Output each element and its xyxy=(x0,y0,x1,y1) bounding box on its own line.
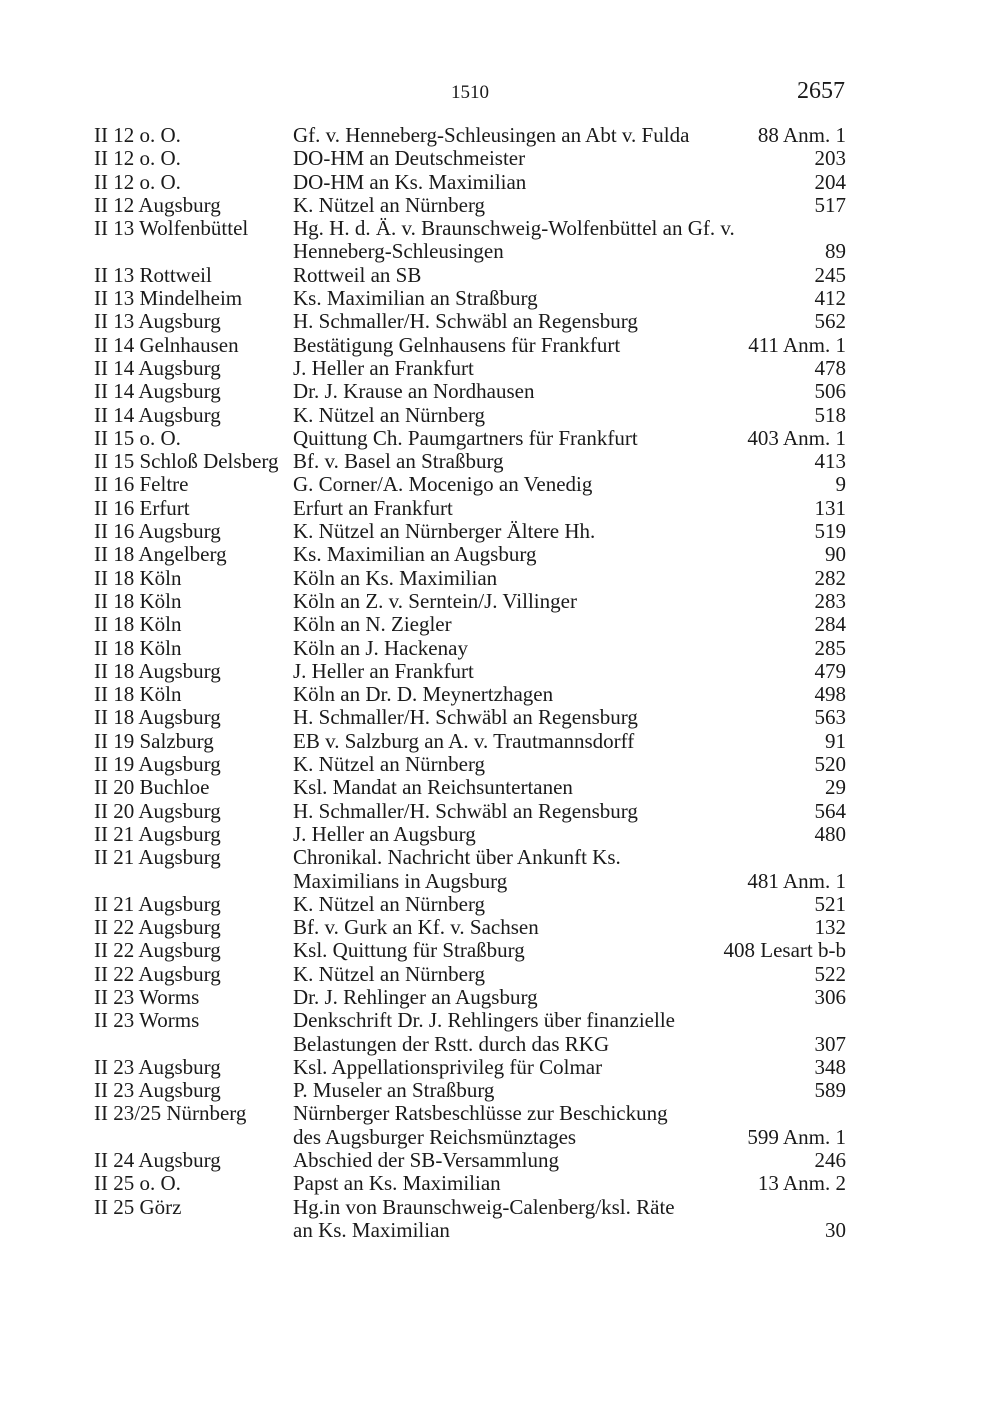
entry-reference-number: 285 xyxy=(814,635,846,660)
entry-description-line: J. Heller an Frankfurt xyxy=(293,355,474,380)
entry-description xyxy=(293,543,825,566)
entry-description-line: Köln an Z. v. Serntein/J. Villinger xyxy=(293,588,577,613)
entry-reference-number: 348 xyxy=(814,1054,846,1079)
entry-reference-number: 563 xyxy=(814,705,846,730)
entry-date-place: II 13 Mindelheim xyxy=(94,286,243,311)
register-entry xyxy=(94,1079,846,1102)
register-entry xyxy=(94,1196,846,1243)
entry-reference-number: 408 Lesart b-b xyxy=(723,938,846,963)
entry-date-place: II 25 Görz xyxy=(94,1194,182,1219)
register-entry xyxy=(94,613,846,636)
entry-date-place: II 13 Wolfenbüttel xyxy=(94,216,249,241)
entry-description xyxy=(293,846,747,893)
entry-date-place: II 16 Feltre xyxy=(94,472,189,497)
entry-reference-number: 520 xyxy=(814,752,846,777)
register-entry xyxy=(94,730,846,753)
entry-description-line: Ks. Maximilian an Straßburg xyxy=(293,286,538,311)
entry-reference-number: 89 xyxy=(825,239,846,264)
register-entry xyxy=(94,590,846,613)
entry-description xyxy=(293,217,825,264)
entry-date-place: II 20 Augsburg xyxy=(94,798,221,823)
entry-date-place: II 18 Köln xyxy=(94,682,182,707)
entry-reference-number: 562 xyxy=(814,309,846,334)
entry-description-line: Hg.in von Braunschweig-Calenberg/ksl. Räte xyxy=(293,1194,675,1219)
entry-reference-number: 307 xyxy=(814,1031,846,1056)
entry-reference-number: 90 xyxy=(825,542,846,567)
register-entry xyxy=(94,217,846,264)
entry-description xyxy=(293,706,815,729)
entry-date-place: II 12 o. O. xyxy=(94,169,181,194)
entry-description xyxy=(293,939,724,962)
entry-reference-number: 282 xyxy=(814,565,846,590)
entry-reference-number: 480 xyxy=(814,821,846,846)
register-entry xyxy=(94,753,846,776)
register-entry xyxy=(94,473,846,496)
entry-description xyxy=(293,287,815,310)
entry-description xyxy=(293,264,815,287)
entry-date-place: II 20 Buchloe xyxy=(94,775,210,800)
entry-description-line: Ksl. Mandat an Reichsuntertanen xyxy=(293,775,573,800)
register-entry xyxy=(94,1102,846,1149)
entry-reference-number: 522 xyxy=(814,961,846,986)
entry-description xyxy=(293,753,815,776)
register-entry xyxy=(94,776,846,799)
entry-description-line: Belastungen der Rstt. durch das RKG xyxy=(293,1031,610,1056)
entry-description xyxy=(293,520,815,543)
register-entry xyxy=(94,800,846,823)
entry-reference-number: 521 xyxy=(814,891,846,916)
entry-description xyxy=(293,1102,747,1149)
entry-description xyxy=(293,637,815,660)
register-entry xyxy=(94,171,846,194)
entry-description xyxy=(293,1196,825,1243)
entry-description xyxy=(293,776,825,799)
entry-description-line: Chronikal. Nachricht über Ankunft Ks. xyxy=(293,845,621,870)
entry-description-line: Ksl. Appellationsprivileg für Colmar xyxy=(293,1054,603,1079)
entry-description xyxy=(293,124,758,147)
entry-date-place: II 24 Augsburg xyxy=(94,1148,221,1173)
register-entry xyxy=(94,404,846,427)
register-entry xyxy=(94,823,846,846)
entry-description-line: Bf. v. Gurk an Kf. v. Sachsen xyxy=(293,915,539,940)
entry-description xyxy=(293,800,815,823)
entry-description-line: EB v. Salzburg an A. v. Trautmannsdorff xyxy=(293,728,635,753)
entry-date-place: II 15 o. O. xyxy=(94,425,181,450)
entry-description-line: K. Nützel an Nürnberg xyxy=(293,961,486,986)
entry-reference-number: 88 Anm. 1 xyxy=(757,123,846,147)
entry-reference-number: 30 xyxy=(825,1217,846,1242)
register-entry xyxy=(94,1056,846,1079)
entry-description-line: G. Corner/A. Mocenigo an Venedig xyxy=(293,472,593,497)
entry-date-place: II 23 Augsburg xyxy=(94,1078,221,1103)
register-entry xyxy=(94,706,846,729)
register-entry xyxy=(94,846,846,893)
entry-reference-number: 589 xyxy=(814,1078,846,1103)
entry-date-place: II 19 Salzburg xyxy=(94,728,214,753)
entry-reference-number: 518 xyxy=(814,402,846,427)
entry-reference-number: 132 xyxy=(814,915,846,940)
register-entry xyxy=(94,334,846,357)
entry-description xyxy=(293,357,815,380)
entry-description xyxy=(293,1149,815,1172)
entry-reference-number: 204 xyxy=(814,169,846,194)
entry-reference-number: 245 xyxy=(814,262,846,287)
entry-description xyxy=(293,473,836,496)
entry-reference-number: 29 xyxy=(825,775,846,800)
entry-date-place: II 18 Angelberg xyxy=(94,542,227,567)
entry-description-line: Denkschrift Dr. J. Rehlingers über finanzielle xyxy=(293,1008,675,1033)
entry-date-place: II 16 Erfurt xyxy=(94,495,190,520)
entry-reference-number: 403 Anm. 1 xyxy=(747,425,846,450)
register-entry xyxy=(94,986,846,1009)
entry-description xyxy=(293,404,815,427)
entry-date-place: II 14 Augsburg xyxy=(94,379,221,404)
entry-reference-number: 412 xyxy=(814,286,846,311)
register-entry xyxy=(94,1172,846,1195)
entry-description xyxy=(293,1009,815,1056)
entry-date-place: II 21 Augsburg xyxy=(94,845,221,870)
entry-description xyxy=(293,567,815,590)
entry-description-line: P. Museler an Straßburg xyxy=(293,1078,495,1103)
register-entry xyxy=(94,939,846,962)
entry-date-place: II 22 Augsburg xyxy=(94,961,221,986)
entry-description xyxy=(293,590,815,613)
entry-description xyxy=(293,147,815,170)
entry-date-place: II 21 Augsburg xyxy=(94,891,221,916)
entry-reference-number: 478 xyxy=(814,355,846,380)
entry-reference-number: 599 Anm. 1 xyxy=(747,1124,846,1149)
entry-description-line: Rottweil an SB xyxy=(293,262,422,287)
entry-description xyxy=(293,893,815,916)
entry-reference-number: 203 xyxy=(814,146,846,171)
register-entry xyxy=(94,287,846,310)
entry-date-place: II 18 Köln xyxy=(94,565,182,590)
entry-description-line: Köln an N. Ziegler xyxy=(293,612,452,637)
register-entry xyxy=(94,380,846,403)
entry-date-place: II 18 Köln xyxy=(94,612,182,637)
register-entry xyxy=(94,683,846,706)
entry-description xyxy=(293,1056,815,1079)
entry-description xyxy=(293,823,815,846)
entry-description-line: H. Schmaller/H. Schwäbl an Regensburg xyxy=(293,705,638,730)
entry-description-line: Quittung Ch. Paumgartners für Frankfurt xyxy=(293,425,638,450)
entry-date-place: II 15 Schloß Delsberg xyxy=(94,449,279,474)
register-entry xyxy=(94,963,846,986)
entry-description-line: Hg. H. d. Ä. v. Braunschweig-Wolfenbüttel an Gf. v. xyxy=(293,216,735,241)
register-entry xyxy=(94,427,846,450)
entry-date-place: II 13 Rottweil xyxy=(94,262,212,287)
entry-description-line: Dr. J. Rehlinger an Augsburg xyxy=(293,984,538,1009)
entry-description-line: des Augsburger Reichsmünztages xyxy=(293,1124,577,1149)
entry-description-line: K. Nützel an Nürnberg xyxy=(293,402,486,427)
entry-description-line: J. Heller an Frankfurt xyxy=(293,658,474,683)
register-entry xyxy=(94,310,846,333)
entry-description-line: Dr. J. Krause an Nordhausen xyxy=(293,379,535,404)
entry-description-line: Nürnberger Ratsbeschlüsse zur Beschickung xyxy=(293,1101,668,1126)
entry-date-place: II 12 o. O. xyxy=(94,146,181,171)
register-entry xyxy=(94,264,846,287)
entry-date-place: II 22 Augsburg xyxy=(94,915,221,940)
register-entry xyxy=(94,567,846,590)
entry-date-place: II 16 Augsburg xyxy=(94,519,221,544)
register-entry xyxy=(94,1149,846,1172)
entry-description-line: DO-HM an Ks. Maximilian xyxy=(293,169,527,194)
entry-description-line: K. Nützel an Nürnberg xyxy=(293,192,486,217)
entry-description-line: J. Heller an Augsburg xyxy=(293,821,476,846)
entry-reference-number: 498 xyxy=(814,682,846,707)
entry-description xyxy=(293,1172,758,1195)
entry-date-place: II 23 Worms xyxy=(94,1008,200,1033)
entry-date-place: II 18 Augsburg xyxy=(94,705,221,730)
register-entry xyxy=(94,916,846,939)
entry-description-line: Ksl. Quittung für Straßburg xyxy=(293,938,525,963)
entry-description xyxy=(293,963,815,986)
entry-date-place: II 14 Augsburg xyxy=(94,402,221,427)
entry-description-line: Köln an Ks. Maximilian xyxy=(293,565,498,590)
entry-description xyxy=(293,310,815,333)
entry-description-line: K. Nützel an Nürnberger Ältere Hh. xyxy=(293,519,596,544)
entry-description xyxy=(293,660,815,683)
entry-description-line: Bestätigung Gelnhausens für Frankfurt xyxy=(293,332,621,357)
register-entry xyxy=(94,147,846,170)
entry-description xyxy=(293,730,825,753)
page-number: 2657 xyxy=(797,78,845,104)
entry-description-line: Erfurt an Frankfurt xyxy=(293,495,453,520)
entry-reference-number: 9 xyxy=(835,472,846,497)
entry-description xyxy=(293,916,815,939)
entry-reference-number: 284 xyxy=(814,612,846,637)
entry-description-line: Henneberg-Schleusingen xyxy=(293,239,504,264)
entry-reference-number: 506 xyxy=(814,379,846,404)
entry-date-place: II 18 Köln xyxy=(94,635,182,660)
entry-reference-number: 246 xyxy=(814,1148,846,1173)
entry-reference-number: 517 xyxy=(814,192,846,217)
entry-description-line: Abschied der SB-Versammlung xyxy=(293,1148,559,1173)
entry-description-line: Gf. v. Henneberg-Schleusingen an Abt v. Fulda xyxy=(293,123,690,147)
entry-description xyxy=(293,450,815,473)
entry-date-place: II 22 Augsburg xyxy=(94,938,221,963)
entry-description-line: an Ks. Maximilian xyxy=(293,1217,450,1242)
entry-description xyxy=(293,1079,815,1102)
entry-date-place: II 14 Gelnhausen xyxy=(94,332,239,357)
register-entry xyxy=(94,450,846,473)
entry-reference-number: 481 Anm. 1 xyxy=(747,868,846,893)
entry-date-place: II 23/25 Nürnberg xyxy=(94,1101,247,1126)
entry-reference-number: 131 xyxy=(814,495,846,520)
entry-description xyxy=(293,683,815,706)
entry-date-place: II 18 Köln xyxy=(94,588,182,613)
register-entry xyxy=(94,194,846,217)
entry-description xyxy=(293,986,815,1009)
entry-date-place: II 14 Augsburg xyxy=(94,355,221,380)
register-entry xyxy=(94,893,846,916)
entry-description-line: K. Nützel an Nürnberg xyxy=(293,891,486,916)
entry-description xyxy=(293,171,815,194)
register-entry xyxy=(94,1009,846,1056)
entry-reference-number: 411 Anm. 1 xyxy=(748,332,846,357)
entry-date-place: II 13 Augsburg xyxy=(94,309,221,334)
entry-description-line: Bf. v. Basel an Straßburg xyxy=(293,449,504,474)
register-entry xyxy=(94,124,846,147)
register-list xyxy=(94,124,846,1242)
entry-date-place: II 25 o. O. xyxy=(94,1171,181,1196)
entry-date-place: II 23 Augsburg xyxy=(94,1054,221,1079)
entry-reference-number: 564 xyxy=(814,798,846,823)
entry-description-line: Maximilians in Augsburg xyxy=(293,868,508,893)
entry-description-line: Köln an Dr. D. Meynertzhagen xyxy=(293,682,554,707)
entry-reference-number: 479 xyxy=(814,658,846,683)
entry-description-line: K. Nützel an Nürnberg xyxy=(293,752,486,777)
entry-description xyxy=(293,334,748,357)
entry-description-line: H. Schmaller/H. Schwäbl an Regensburg xyxy=(293,309,638,334)
entry-date-place: II 12 Augsburg xyxy=(94,192,221,217)
entry-description-line: H. Schmaller/H. Schwäbl an Regensburg xyxy=(293,798,638,823)
entry-date-place: II 19 Augsburg xyxy=(94,752,221,777)
entry-description xyxy=(293,194,815,217)
entry-description xyxy=(293,497,815,520)
register-entry xyxy=(94,660,846,683)
entry-date-place: II 12 o. O. xyxy=(94,123,181,147)
entry-reference-number: 519 xyxy=(814,519,846,544)
entry-description xyxy=(293,613,815,636)
entry-description-line: DO-HM an Deutschmeister xyxy=(293,146,526,171)
entry-description xyxy=(293,427,747,450)
entry-reference-number: 306 xyxy=(814,984,846,1009)
register-entry xyxy=(94,497,846,520)
entry-description-line: Köln an J. Hackenay xyxy=(293,635,468,660)
register-entry xyxy=(94,357,846,380)
entry-reference-number: 13 Anm. 2 xyxy=(757,1171,846,1196)
entry-description-line: Papst an Ks. Maximilian xyxy=(293,1171,501,1196)
page-header-year: 1510 xyxy=(451,82,489,103)
entry-description-line: Ks. Maximilian an Augsburg xyxy=(293,542,537,567)
entry-date-place: II 21 Augsburg xyxy=(94,821,221,846)
entry-date-place: II 18 Augsburg xyxy=(94,658,221,683)
entry-reference-number: 283 xyxy=(814,588,846,613)
entry-date-place: II 23 Worms xyxy=(94,984,200,1009)
register-entry xyxy=(94,520,846,543)
register-entry xyxy=(94,637,846,660)
entry-reference-number: 91 xyxy=(825,728,846,753)
register-entry xyxy=(94,543,846,566)
entry-description xyxy=(293,380,815,403)
entry-reference-number: 413 xyxy=(814,449,846,474)
